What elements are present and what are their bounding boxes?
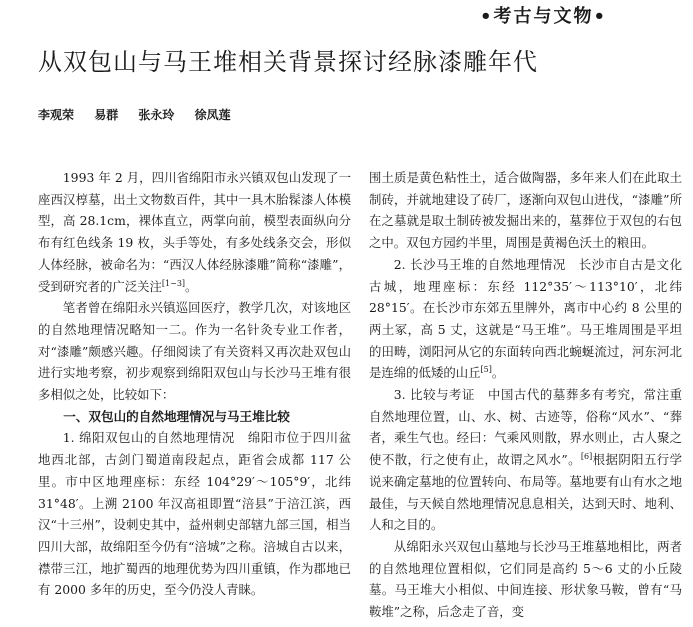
paragraph: 从绵阳永兴双包山墓地与长沙马王堆墓地相比，两者的自然地理位置相似，它们同是高约 5～6 丈的小丘陵墓。马王堆大小相似、中间连接、形状象马鞍，曾有“马鞍堆”之称，后念走了音，变 <box>369 538 682 620</box>
author-list <box>38 106 438 123</box>
paragraph: 3. 比较与考证 中国古代的墓葬多有考究，常注重自然地理位置，山、水、树、古迹等，俗称“风水”、“葬者，乘生气也。经曰：气乘风则散，界水则止，古人聚之使不散，行之使有止，故谓之风水”。[6]根据阴阳五行学说来确定墓地的位置转向、布局等。墓地要有山有水之地最佳，与天候自然地理情况息息相关，达到天时、地利、人和之目的。 <box>369 387 682 533</box>
paragraph: 围土质是黄色粘性土，适合做陶器，多年来人们在此取土制砖，并就地建设了砖厂，逐渐向双包山进伐，“漆雕”所在之墓就是取土制砖被发掘出来的，墓葬位于双包的右包之中。双包方园约半里，周围是黄褐色沃土的粮田。 <box>369 170 682 251</box>
left-column <box>38 167 351 627</box>
author-name: 易群 <box>94 108 119 122</box>
citation-ref: [5] <box>480 365 492 375</box>
paragraph: 笔者曾在绵阳永兴镇巡回医疗，教学几次，对该地区的自然地理情况略知一二。作为一名针灸专业工作者，对“漆雕”颇感兴趣。仔细阅读了有关资料又再次赴双包山进行实地考察，初步观察到绵阳双包山与长沙马王堆有很多相似之处，比较如下： <box>38 300 351 403</box>
section-tag: •考古与文物• <box>480 6 608 27</box>
citation-ref: [1~3] <box>161 278 186 288</box>
paragraph: 2. 长沙马王堆的自然地理情况 长沙市自古是文化古城，地理座标：东经 112°35′～113°10′，北纬 28°15′。在长沙市东郊五里牌外，离市中心约 8 公里的两土冢，高 5 丈，这就是“马王堆”。马王堆周围是平坦的田畴，浏阳河从它的东面转向西北蜿蜒流过，河东河北是连绵的低矮的山丘[5]。 <box>369 256 682 381</box>
author-name: 张永玲 <box>138 108 175 122</box>
intro-paragraph: 1993 年 2 月，四川省绵阳市永兴镇双包山发现了一座西汉椁墓，出土文物数百件，其中一具木胎髹漆人体模型，高 28.1cm，裸体直立，两掌向前，模型表面纵向分布有红色线条 19 枚，头手等处，有多处线条交会，形似人体经脉，被命名为：“西汉人体经脉漆雕”简称“漆雕”，受到研究者的广泛关注[1~3]。 <box>38 170 351 294</box>
citation-ref: [6] <box>580 452 593 462</box>
subsection-heading: 1. 绵阳双包山的自然地理情况 <box>62 430 235 446</box>
section-heading: 一、双包山的自然地理情况与马王堆比较 <box>63 408 290 424</box>
right-column <box>369 167 682 627</box>
paragraph: 1. 绵阳双包山的自然地理情况 绵阳市位于四川盆地西北部，古剑门蜀道南段起点，距省会成都 117 公里。市中区地理座标：东经 104°29′～105°9′，北纬 31°48′。上溯 2100 年汉高祖即置“涪县”于涪江滨，西汉“十三州”，设刺史其中，益州刺史部辖九部三国，相当四川大部，故绵阳至今仍有“涪城”之称。涪城自古以来，襟带三江，地扩蜀西的地理优势为四川重镇，作为郡地已有 2000 多年的历史，至今仍没人青睐。 <box>38 430 351 598</box>
author-name: 李观荣 <box>38 108 75 122</box>
article-title: 从双包山与马王堆相关背景探讨经脉漆雕年代 <box>38 48 538 76</box>
author-name: 徐凤莲 <box>194 108 231 122</box>
